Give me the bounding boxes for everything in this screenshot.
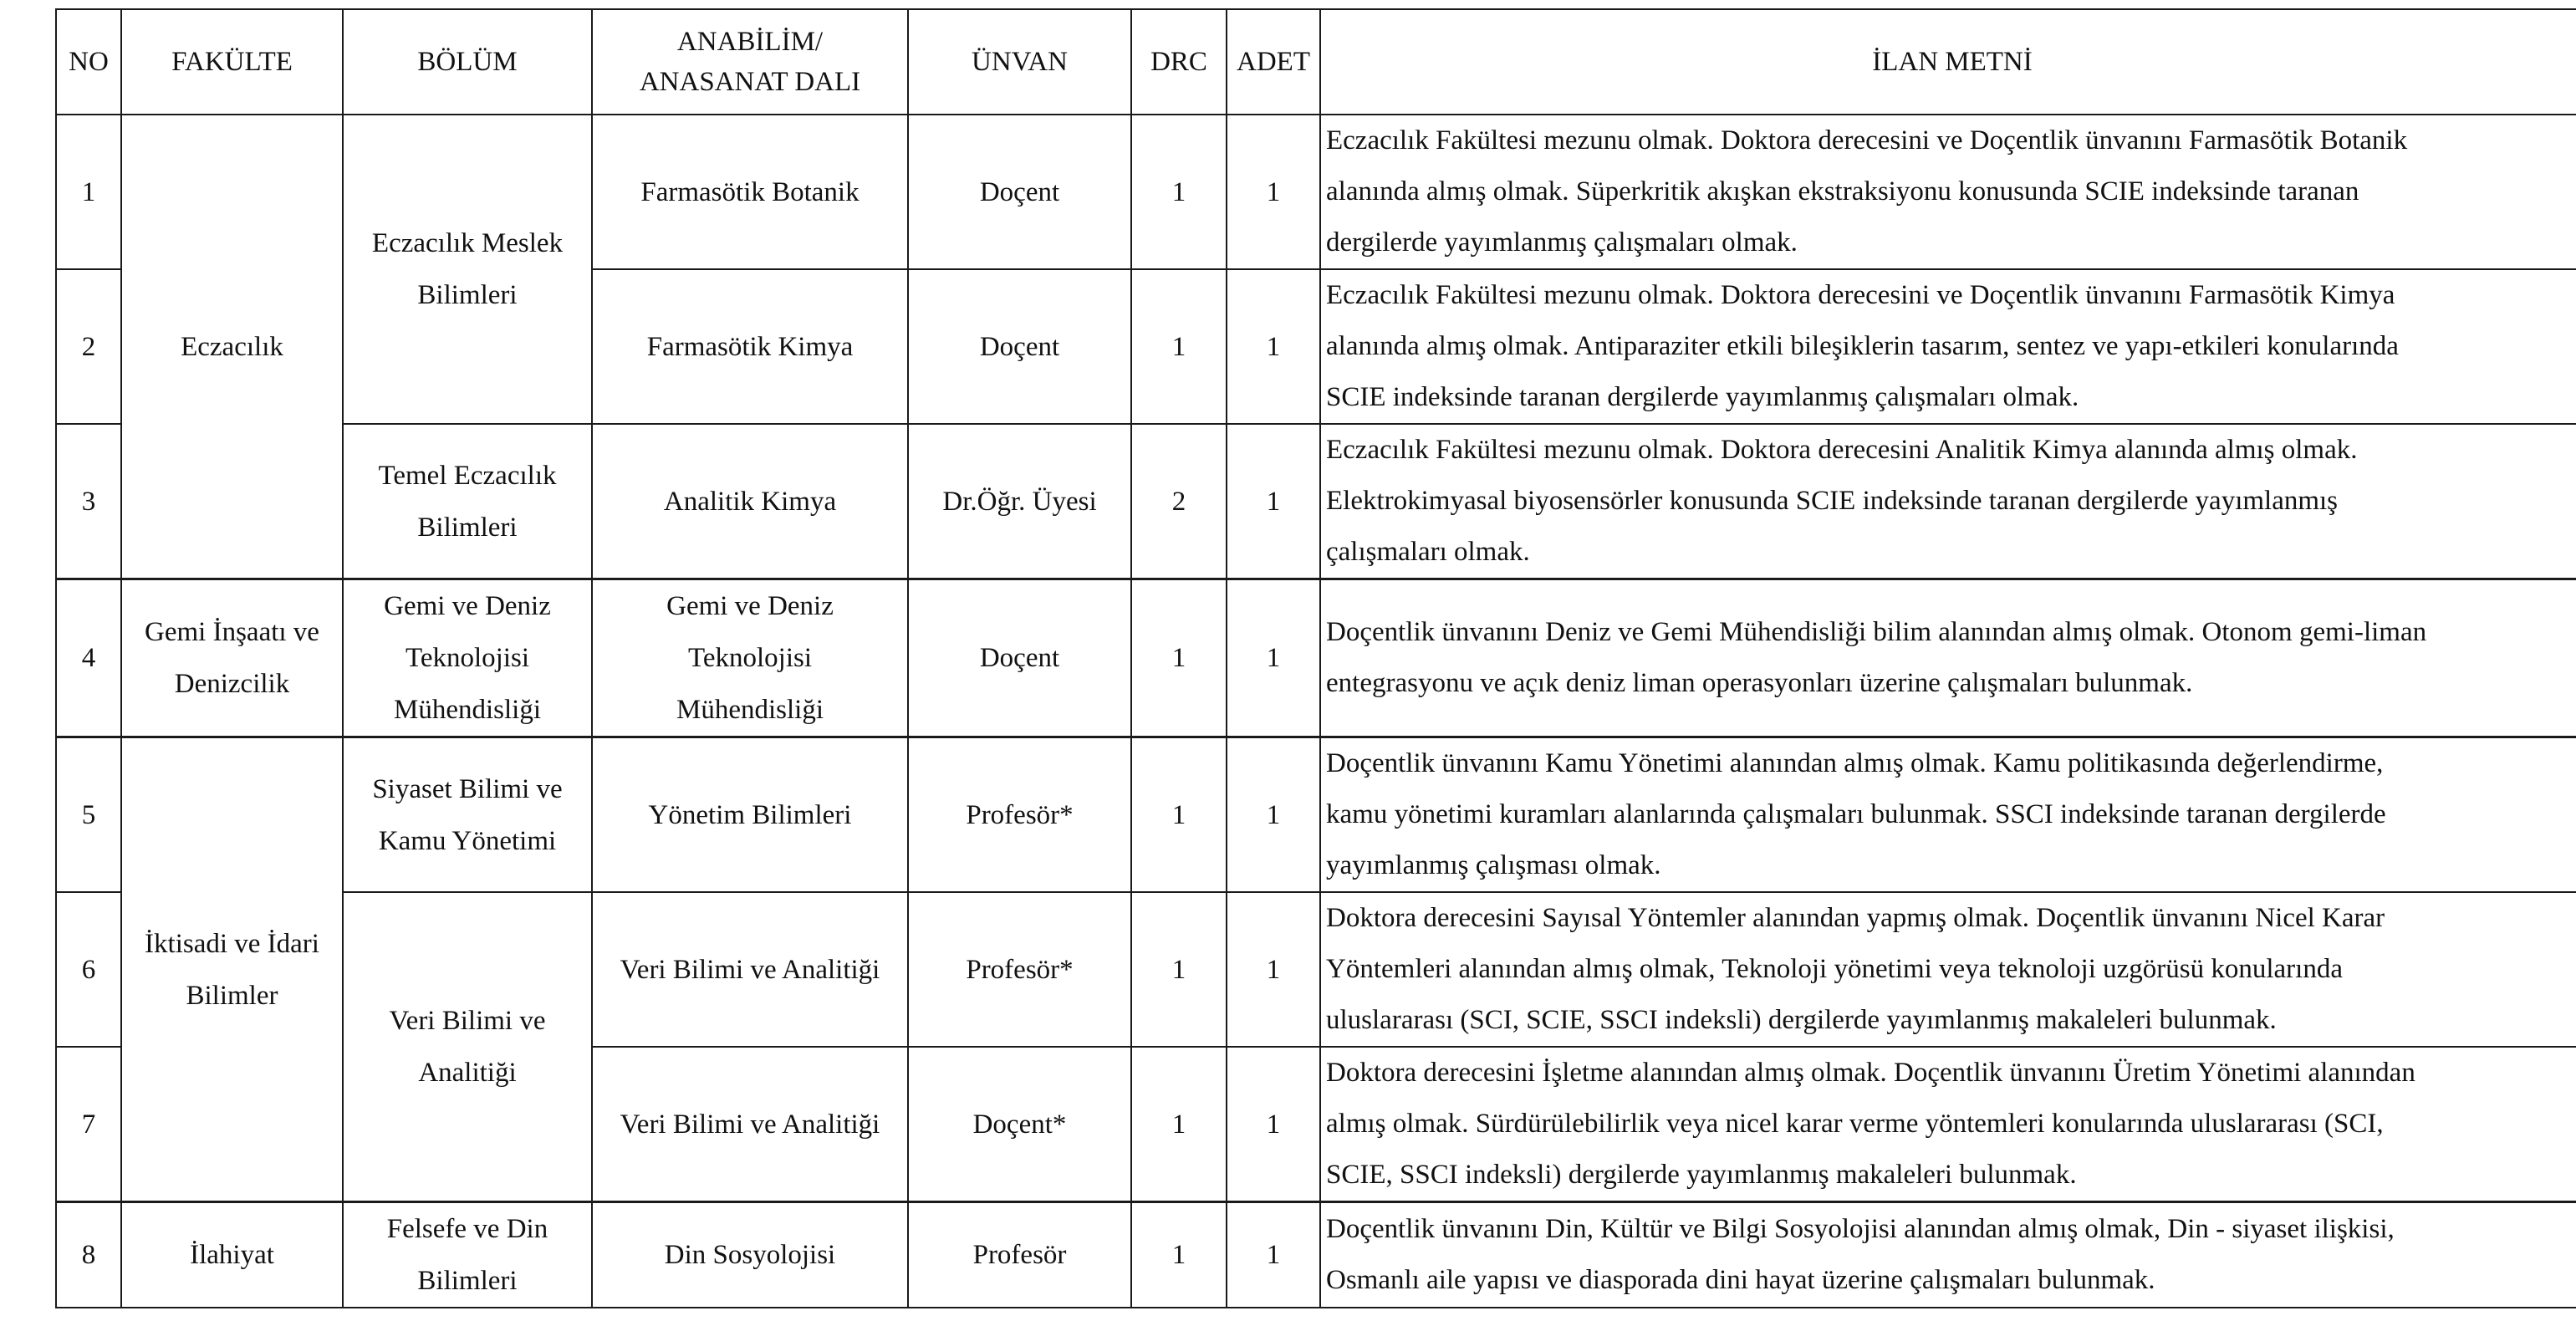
ilan-line: dergilerde yayımlanmış çalışmaları olmak. <box>1326 227 1798 258</box>
cell-adet: 1 <box>1227 1202 1320 1308</box>
ilan-line: SCIE indeksinde taranan dergilerde yayımlanmış çalışmaları olmak. <box>1326 382 2079 412</box>
cell-anabilim: Yönetim Bilimleri <box>592 737 908 893</box>
anabilim-line: Gemi ve Deniz <box>666 591 834 621</box>
announcement-page <box>55 8 2576 1313</box>
bolum-line: Kamu Yönetimi <box>378 825 557 856</box>
vacancy-table <box>55 8 2576 1308</box>
bolum-line: Analitiği <box>418 1058 517 1088</box>
table-row <box>56 424 2576 579</box>
ilan-line: kamu yönetimi kuramları alanlarında çalışmaları bulunmak. SSCI indeksinde taranan dergilerde <box>1326 799 2386 829</box>
bolum-line: Temel Eczacılık <box>378 460 557 491</box>
table-row <box>56 579 2576 737</box>
header-bolum: BÖLÜM <box>343 9 592 115</box>
bolum-line: Eczacılık Meslek <box>371 228 564 258</box>
cell-drc: 1 <box>1131 1202 1227 1308</box>
ilan-line: Eczacılık Fakültesi mezunu olmak. Doktora derecesini ve Doçentlik ünvanını Farmasötik Botanik <box>1326 125 2408 156</box>
cell-adet: 1 <box>1227 579 1320 737</box>
cell-ilan <box>1320 424 2576 579</box>
cell-ilan <box>1320 737 2576 893</box>
cell-unvan: Profesör* <box>908 892 1131 1047</box>
cell-adet: 1 <box>1227 892 1320 1047</box>
ilan-line: Doçentlik ünvanını Deniz ve Gemi Mühendisliği bilim alanından almış olmak. Otonom gemi-liman <box>1326 617 2427 647</box>
bolum-line: Teknolojisi <box>405 643 530 673</box>
ilan-line: Doçentlik ünvanını Kamu Yönetimi alanından almış olmak. Kamu politikasında değerlendirme, <box>1326 748 2384 778</box>
cell-drc: 2 <box>1131 424 1227 579</box>
cell-no: 4 <box>56 579 121 737</box>
cell-adet: 1 <box>1227 115 1320 269</box>
header-row <box>56 9 2576 115</box>
cell-ilan <box>1320 1047 2576 1202</box>
cell-anabilim: Veri Bilimi ve Analitiği <box>592 1047 908 1202</box>
header-anabilim <box>592 9 908 115</box>
bolum-line: Veri Bilimi ve <box>389 1006 546 1036</box>
cell-no: 5 <box>56 737 121 893</box>
cell-ilan <box>1320 269 2576 424</box>
cell-drc: 1 <box>1131 1047 1227 1202</box>
bolum-line: Bilimleri <box>417 1266 518 1296</box>
cell-no: 7 <box>56 1047 121 1202</box>
ilan-line: Elektrokimyasal biyosensörler konusunda SCIE indeksinde taranan dergilerde yayımlanmış <box>1326 486 2339 516</box>
ilan-line: çalışmaları olmak. <box>1326 537 1530 567</box>
ilan-line: alanında almış olmak. Antiparaziter etkili bileşiklerin tasarım, sentez ve yapı-etkileri konularında <box>1326 331 2399 361</box>
cell-unvan: Profesör* <box>908 737 1131 893</box>
fakulte-line: Gemi İnşaatı ve <box>145 617 319 647</box>
cell-drc: 1 <box>1131 579 1227 737</box>
cell-no: 8 <box>56 1202 121 1308</box>
anabilim-line: Mühendisliği <box>676 695 824 725</box>
cell-anabilim: Farmasötik Botanik <box>592 115 908 269</box>
table-row <box>56 737 2576 893</box>
ilan-line: Osmanlı aile yapısı ve diasporada dini hayat üzerine çalışmaları bulunmak. <box>1326 1265 2155 1295</box>
cell-anabilim: Analitik Kimya <box>592 424 908 579</box>
ilan-line: SCIE, SSCI indeksli) dergilerde yayımlanmış makaleleri bulunmak. <box>1326 1160 2077 1190</box>
cell-fakulte-ilahiyat: İlahiyat <box>121 1202 343 1308</box>
header-drc: DRC <box>1131 9 1227 115</box>
cell-anabilim: Farmasötik Kimya <box>592 269 908 424</box>
cell-ilan <box>1320 1202 2576 1308</box>
cell-bolum-eczacilik-meslek <box>343 115 592 424</box>
cell-unvan: Doçent <box>908 579 1131 737</box>
bolum-line: Felsefe ve Din <box>386 1214 548 1244</box>
bolum-line: Gemi ve Deniz <box>384 591 551 621</box>
ilan-line: Doçentlik ünvanını Din, Kültür ve Bilgi Sosyolojisi alanından almış olmak, Din - siyaset ilişkisi, <box>1326 1214 2395 1244</box>
header-unvan: ÜNVAN <box>908 9 1131 115</box>
ilan-line: yayımlanmış çalışması olmak. <box>1326 850 1661 880</box>
cell-ilan <box>1320 579 2576 737</box>
cell-drc: 1 <box>1131 115 1227 269</box>
ilan-line: Doktora derecesini Sayısal Yöntemler alanından yapmış olmak. Doçentlik ünvanını Nicel Karar <box>1326 903 2385 933</box>
cell-adet: 1 <box>1227 737 1320 893</box>
header-adet: ADET <box>1227 9 1320 115</box>
cell-no: 6 <box>56 892 121 1047</box>
cell-ilan <box>1320 892 2576 1047</box>
cell-unvan: Doçent <box>908 115 1131 269</box>
cell-unvan: Profesör <box>908 1202 1131 1308</box>
fakulte-line: Bilimler <box>186 980 278 1011</box>
cell-bolum-veri <box>343 892 592 1202</box>
ilan-line: entegrasyonu ve açık deniz liman operasyonları üzerine çalışmaları bulunmak. <box>1326 668 2193 698</box>
cell-bolum-felsefe <box>343 1202 592 1308</box>
cell-drc: 1 <box>1131 892 1227 1047</box>
cell-bolum-gemi <box>343 579 592 737</box>
ilan-line: Yöntemleri alanından almış olmak, Teknoloji yönetimi veya teknoloji uzgörüsü konularında <box>1326 954 2343 984</box>
header-ilan: İLAN METNİ <box>1320 9 2576 115</box>
cell-unvan: Dr.Öğr. Üyesi <box>908 424 1131 579</box>
cell-adet: 1 <box>1227 1047 1320 1202</box>
cell-unvan: Doçent <box>908 269 1131 424</box>
table-row <box>56 892 2576 1047</box>
cell-no: 2 <box>56 269 121 424</box>
ilan-line: alanında almış olmak. Süperkritik akışkan ekstraksiyonu konusunda SCIE indeksinde taranan <box>1326 176 2359 207</box>
ilan-line: almış olmak. Sürdürülebilirlik veya nicel karar verme yöntemleri konularında uluslararası (SCI, <box>1326 1109 2384 1139</box>
ilan-line: Doktora derecesini İşletme alanından almış olmak. Doçentlik ünvanını Üretim Yönetimi alanından <box>1326 1058 2415 1088</box>
header-fakulte: FAKÜLTE <box>121 9 343 115</box>
bolum-line: Siyaset Bilimi ve <box>372 773 563 804</box>
cell-adet: 1 <box>1227 424 1320 579</box>
cell-fakulte-iktisadi <box>121 737 343 1202</box>
table-row <box>56 115 2576 269</box>
header-no: NO <box>56 9 121 115</box>
table-row <box>56 1202 2576 1308</box>
cell-bolum-temel <box>343 424 592 579</box>
cell-drc: 1 <box>1131 737 1227 893</box>
fakulte-line: Denizcilik <box>174 669 290 699</box>
cell-anabilim: Din Sosyolojisi <box>592 1202 908 1308</box>
bolum-line: Bilimleri <box>417 280 518 310</box>
cell-adet: 1 <box>1227 269 1320 424</box>
cell-drc: 1 <box>1131 269 1227 424</box>
header-anabilim-line1: ANABİLİM/ <box>676 27 824 57</box>
cell-no: 3 <box>56 424 121 579</box>
anabilim-line: Teknolojisi <box>687 643 813 673</box>
ilan-line: Eczacılık Fakültesi mezunu olmak. Doktora derecesini ve Doçentlik ünvanını Farmasötik Kimya <box>1326 280 2395 310</box>
cell-fakulte-gemi <box>121 579 343 737</box>
cell-fakulte-eczacilik: Eczacılık <box>121 115 343 579</box>
header-anabilim-line2: ANASANAT DALI <box>639 67 861 97</box>
cell-anabilim <box>592 579 908 737</box>
cell-anabilim: Veri Bilimi ve Analitiği <box>592 892 908 1047</box>
cell-bolum-siyaset <box>343 737 592 893</box>
ilan-line: Eczacılık Fakültesi mezunu olmak. Doktora derecesini Analitik Kimya alanında almış olmak. <box>1326 435 2358 465</box>
bolum-line: Mühendisliği <box>393 695 541 725</box>
ilan-line: uluslararası (SCI, SCIE, SSCI indeksli) dergilerde yayımlanmış makaleleri bulunmak. <box>1326 1005 2277 1035</box>
cell-unvan: Doçent* <box>908 1047 1131 1202</box>
cell-ilan <box>1320 115 2576 269</box>
bolum-line: Bilimleri <box>417 512 518 543</box>
fakulte-line: İktisadi ve İdari <box>145 928 319 959</box>
cell-no: 1 <box>56 115 121 269</box>
